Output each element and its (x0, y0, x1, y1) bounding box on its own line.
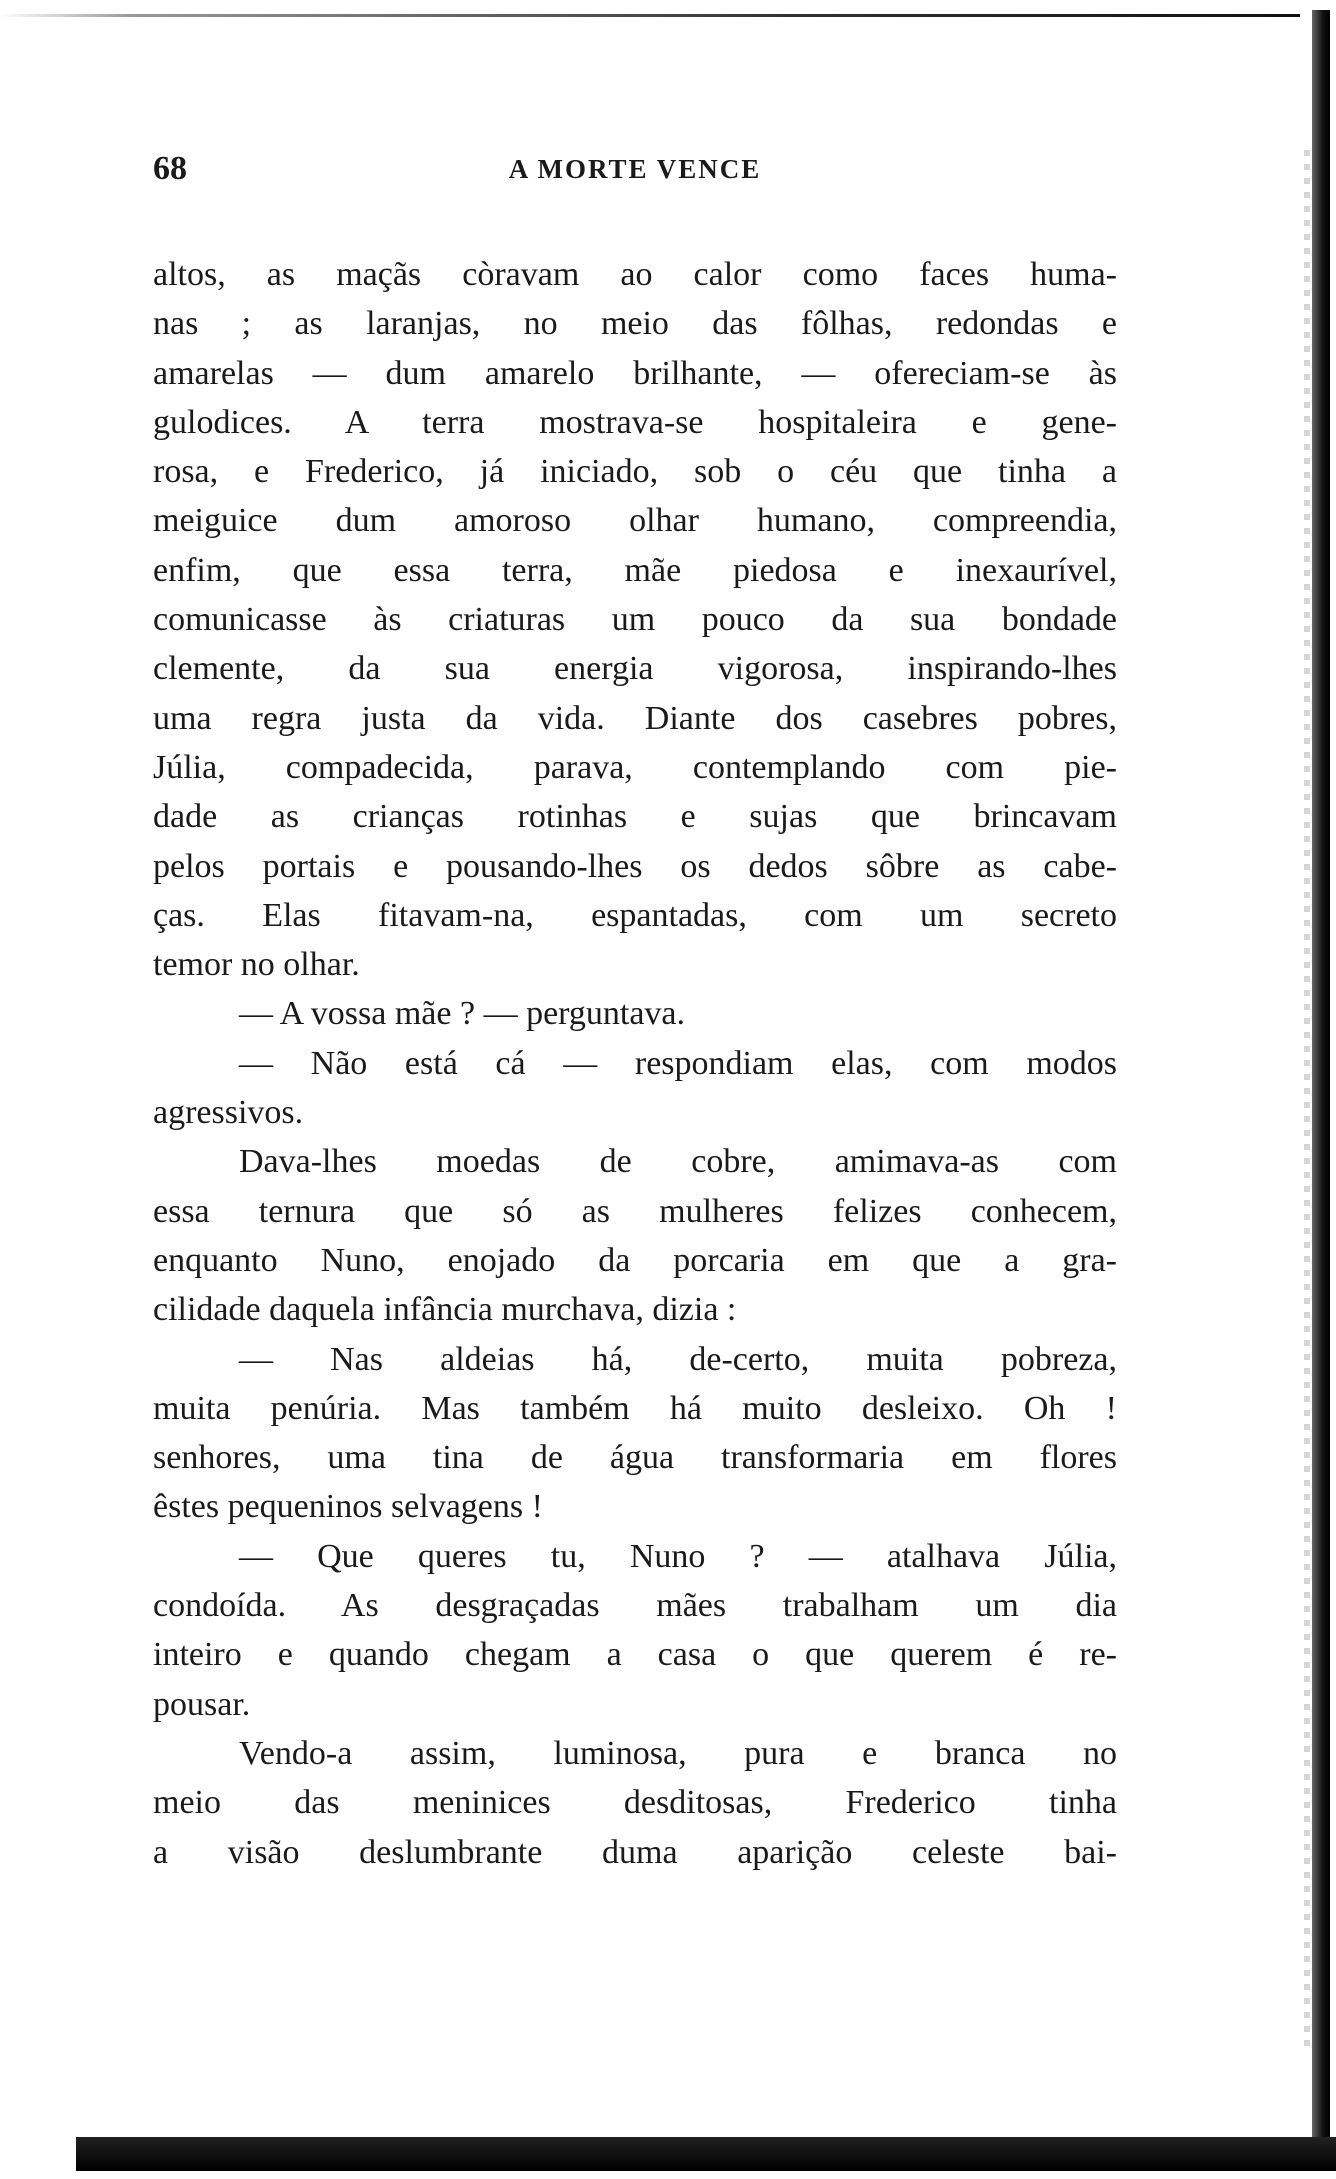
text-line: nas ; as laranjas, no meio das fôlhas, redondas e (153, 305, 1117, 343)
text-line: — Nas aldeias há, de-certo, muita pobreza, (239, 1340, 1117, 1378)
text-line: amarelas — dum amarelo brilhante, — ofereciam-se às (153, 354, 1117, 392)
text-line: uma regra justa da vida. Diante dos casebres pobres, (153, 699, 1117, 737)
text-line: agressivos. (153, 1094, 304, 1132)
scan-right-shadow (1304, 150, 1310, 2050)
running-title: A MORTE VENCE (508, 154, 762, 184)
text-line: meio das meninices desditosas, Frederico tinha (153, 1784, 1117, 1822)
scan-top-edge (0, 14, 1300, 17)
text-line: enquanto Nuno, enojado da porcaria em que a gra- (153, 1241, 1117, 1279)
text-line: condoída. As desgraçadas mães trabalham um dia (153, 1587, 1117, 1625)
page-number: 68 (153, 150, 187, 187)
text-line: dade as crianças rotinhas e sujas que brincavam (153, 798, 1117, 836)
text-line: — Não está cá — respondiam elas, com modos (239, 1044, 1117, 1082)
text-line: ças. Elas fitavam-na, espantadas, com um secreto (153, 896, 1117, 934)
text-line: enfim, que essa terra, mãe piedosa e inexaurível, (153, 551, 1117, 589)
text-line: gulodices. A terra mostrava-se hospitaleira e gene- (153, 403, 1117, 441)
text-line: Dava-lhes moedas de cobre, amimava-as com (239, 1143, 1117, 1181)
text-line: Júlia, compadecida, parava, contemplando com pie- (153, 748, 1117, 786)
page-header (153, 150, 1117, 194)
text-line: pousar. (153, 1685, 251, 1723)
text-line: — A vossa mãe ? — perguntava. (239, 995, 686, 1033)
scan-bottom-edge (76, 2137, 1336, 2171)
text-line: muita penúria. Mas também há muito desleixo. Oh ! (153, 1389, 1117, 1427)
text-line: Vendo-a assim, luminosa, pura e branca no (239, 1734, 1117, 1772)
text-line: — Que queres tu, Nuno ? — atalhava Júlia, (239, 1537, 1117, 1575)
text-line: cilidade daquela infância murchava, dizia : (153, 1291, 737, 1329)
text-line: senhores, uma tina de água transformaria em flores (153, 1439, 1117, 1477)
text-line: altos, as maçãs còravam ao calor como faces huma- (153, 256, 1117, 293)
text-line: pelos portais e pousando-lhes os dedos sôbre as cabe- (153, 847, 1117, 885)
text-line: rosa, e Frederico, já iniciado, sob o céu que tinha a (153, 453, 1117, 491)
text-line: meiguice dum amoroso olhar humano, compreendia, (153, 502, 1117, 540)
text-line: inteiro e quando chegam a casa o que querem é re- (153, 1636, 1117, 1674)
body-text (153, 250, 1117, 1877)
text-line: comunicasse às criaturas um pouco da sua bondade (153, 601, 1117, 639)
text-line: clemente, da sua energia vigorosa, inspirando-lhes (153, 650, 1117, 688)
text-line: essa ternura que só as mulheres felizes conhecem, (153, 1192, 1117, 1230)
scan-right-edge (1312, 10, 1330, 2160)
text-line: a visão deslumbrante duma aparição celeste bai- (153, 1833, 1117, 1871)
text-line: êstes pequeninos selvagens ! (153, 1488, 543, 1526)
text-line: temor no olhar. (153, 946, 360, 984)
